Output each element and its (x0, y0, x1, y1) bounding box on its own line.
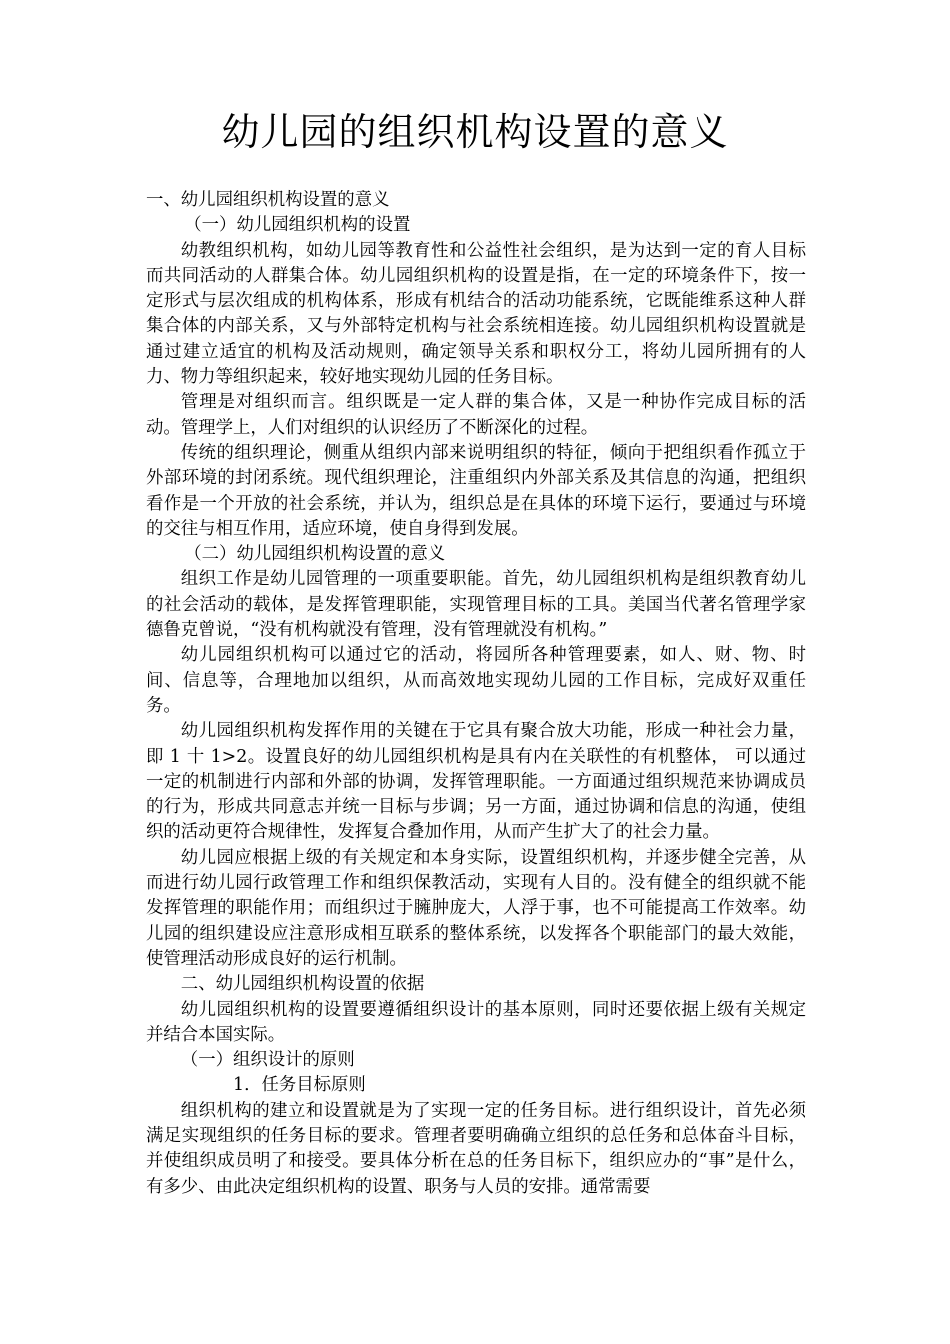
body-paragraph: 幼教组织机构，如幼儿园等教育性和公益性社会组织，是为达到一定的育人目标而共同活动的人群集合体。幼儿园组织机构的设置是指，在一定的环境条件下，按一定形式与层次组成的机构体系，形成有机结合的活动功能系统，它既能维系这种人群集合体的内部关系，又与外部特定机构与社会系统相连接。幼儿园组织机构设置就是通过建立适宜的机构及活动规则，确定领导关系和职权分工，将幼儿园所拥有的人力、物力等组织起来，较好地实现幼儿园的任务目标。 (146, 240, 806, 388)
subsection-heading: （一）组织设计的原则 (180, 1050, 355, 1071)
body-paragraph: 管理是对组织而言。组织既是一定人群的集合体，又是一种协作完成目标的活动。管理学上，人们对组织的认识经历了不断深化的过程。 (146, 392, 806, 438)
body-paragraph: 幼儿园组织机构发挥作用的关键在于它具有聚合放大功能，形成一种社会力量，即 1 十 1>2。设置良好的幼儿园组织机构是具有内在关联性的有机整体， 可以通过一定的机制进行内部和外部的协调，发挥管理职能。一方面通过组织规范来协调成员的行为，形成共同意志并统一目标与步调；另一方面，通过协调和信息的沟通，使组织的活动更符合规律性，发挥复合叠加作用，从而产生扩大了的社会力量。 (146, 721, 806, 843)
numbered-heading: 1．任务目标原则 (233, 1075, 366, 1096)
section-heading: 二、幼儿园组织机构设置的依据 (180, 974, 425, 995)
body-paragraph: 幼儿园组织机构的设置要遵循组织设计的基本原则，同时还要依据上级有关规定并结合本国实际。 (146, 999, 806, 1045)
body-paragraph: 传统的组织理论，侧重从组织内部来说明组织的特征，倾向于把组织看作孤立于外部环境的封闭系统。现代组织理论，注重组织内外部关系及其信息的沟通，把组织看作是一个开放的社会系统，并认为，组织总是在具体的环境下运行，要通过与环境的交往与相互作用，适应环境，使自身得到发展。 (146, 442, 806, 539)
section-heading: 一、幼儿园组织机构设置的意义 (146, 190, 390, 210)
page-title: 幼儿园的组织机构设置的意义 (221, 110, 729, 154)
body-paragraph: 组织工作是幼儿园管理的一项重要职能。首先，幼儿园组织机构是组织教育幼儿的社会活动的载体，是发挥管理职能，实现管理目标的工具。美国当代著名管理学家德鲁克曾说，“没有机构就没有管理，没有管理就没有机构。” (146, 569, 806, 641)
body-paragraph: 幼儿园应根据上级的有关规定和本身实际，设置组织机构，并逐步健全完善，从而进行幼儿园行政管理工作和组织保教活动，实现有人目的。没有健全的组织就不能发挥管理的职能作用；而组织过于臃肿庞大，人浮于事，也不可能提高工作效率。幼儿园的组织建设应注意形成相互联系的整体系统，以发挥各个职能部门的最大效能，使管理活动形成良好的运行机制。 (146, 847, 806, 969)
document-body (146, 188, 806, 1200)
body-paragraph: 幼儿园组织机构可以通过它的活动，将园所各种管理要素，如人、财、物、时间、信息等，合理地加以组织，从而高效地实现幼儿园的工作目标，完成好双重任务。 (146, 645, 806, 716)
body-paragraph: 组织机构的建立和设置就是为了实现一定的任务目标。进行组织设计，首先必须满足实现组织的任务目标的要求。管理者要明确确立组织的总任务和总体奋斗目标，并使组织成员明了和接受。要具体分析在总的任务目标下，组织应办的“事”是什么，有多少、由此决定组织机构的设置、职务与人员的安排。通常需要 (146, 1100, 806, 1197)
subsection-heading: （一）幼儿园组织机构的设置 (184, 215, 411, 236)
subsection-heading: （二）幼儿园组织机构设置的意义 (184, 544, 446, 565)
